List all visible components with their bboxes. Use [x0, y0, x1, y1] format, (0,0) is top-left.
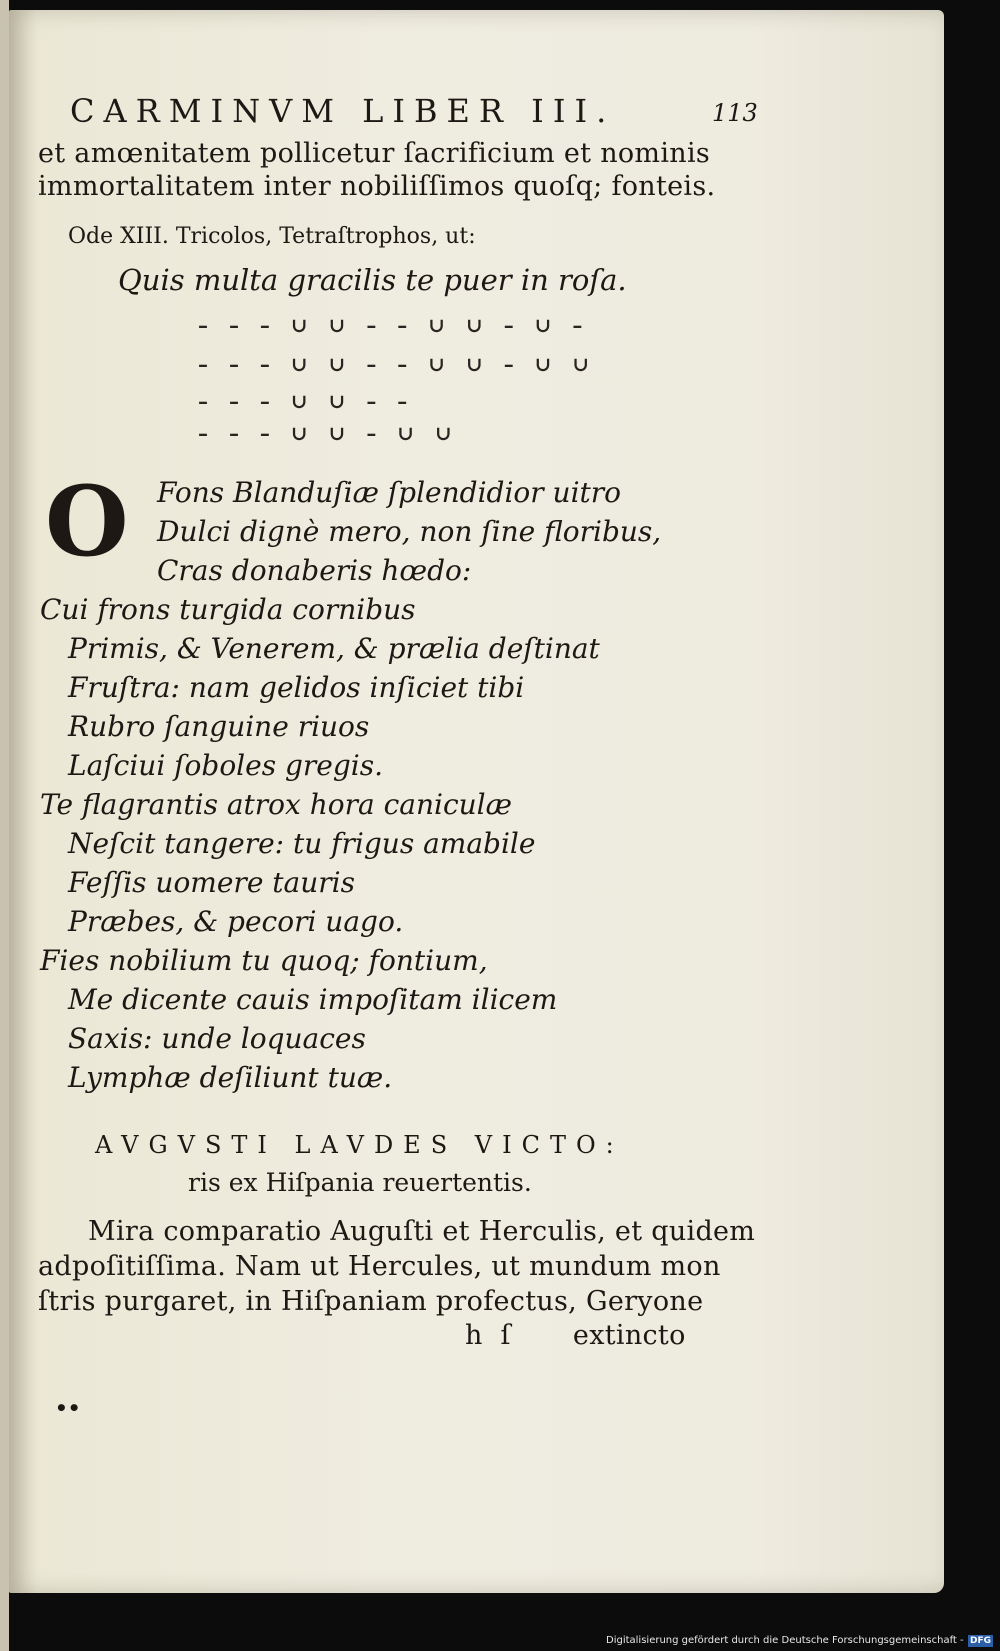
verse-line: Fies nobilium tu quoq; fontium, — [40, 944, 488, 977]
verse-line: Neſcit tangere: tu frigus amabile — [68, 827, 536, 860]
verse-line: Laſciui ſoboles gregis. — [68, 749, 383, 782]
verse-line: Te flagrantis atrox hora caniculæ — [40, 788, 512, 821]
verse-line: Cras donaberis hœdo: — [157, 554, 472, 587]
verse-line: Fons Blanduſiæ ſplendidior uitro — [157, 476, 622, 509]
left-page-edge — [0, 0, 9, 1651]
verse-line: Fruſtra: nam gelidos inſiciet tibi — [68, 671, 525, 704]
section-subtitle: ris ex Hiſpania reuertentis. — [188, 1168, 532, 1197]
verse-line: Præbes, & pecori uago. — [68, 905, 404, 938]
running-title: CARMINVM LIBER III. — [70, 92, 616, 130]
drop-initial: O — [45, 465, 129, 578]
intro-line: et amœnitatem pollicetur ſacrificium et nominis — [38, 138, 711, 169]
commentary-line: ſtris purgaret, in Hiſpaniam profectus, Geryone — [38, 1286, 704, 1317]
section-title: AVGVSTI LAVDES VICTO: — [95, 1131, 624, 1159]
metre-line: – – – ∪ ∪ – – — [198, 389, 415, 413]
intro-line: immortalitatem inter nobiliſſimos quoſq; fonteis. — [38, 171, 716, 202]
verse-line: Me dicente cauis impoſitam ilicem — [68, 983, 558, 1016]
metre-line: – – – ∪ ∪ – – ∪ ∪ – ∪ ∪ — [198, 352, 597, 376]
verse-line: Dulci dignè mero, non ſine floribus, — [157, 515, 662, 548]
verse-line: Feſſis uomere tauris — [68, 866, 355, 899]
ode-heading: Ode XIII. Tricolos, Tetraſtrophos, ut: — [68, 224, 476, 249]
ode-incipit: Quis multa gracilis te puer in roſa. — [118, 263, 627, 297]
commentary-line: Mira comparatio Auguſti et Herculis, et quidem — [88, 1216, 756, 1247]
signature-mark: •• — [55, 1396, 81, 1420]
verse-line: Primis, & Venerem, & prælia deſtinat — [68, 632, 600, 665]
commentary-line: adpoſitiſſima. Nam ut Hercules, ut mundum mon — [38, 1251, 721, 1282]
verse-line: Saxis: unde loquaces — [68, 1022, 366, 1055]
metre-line: – – – ∪ ∪ – ∪ ∪ — [198, 421, 459, 445]
catchword-line: h ſ extincto — [465, 1320, 686, 1351]
verse-line: Cui frons turgida cornibus — [40, 593, 416, 626]
verse-line: Lymphæ deſiliunt tuæ. — [68, 1061, 393, 1094]
page-number: 113 — [712, 99, 758, 127]
metre-line: – – – ∪ ∪ – – ∪ ∪ – ∪ – — [198, 313, 590, 337]
digitization-credit: Digitalisierung gefördert durch die Deutsche Forschungsgemeinschaft - — [606, 1635, 964, 1646]
dfg-logo: DFG — [969, 1636, 991, 1646]
verse-line: Rubro ſanguine riuos — [68, 710, 370, 743]
